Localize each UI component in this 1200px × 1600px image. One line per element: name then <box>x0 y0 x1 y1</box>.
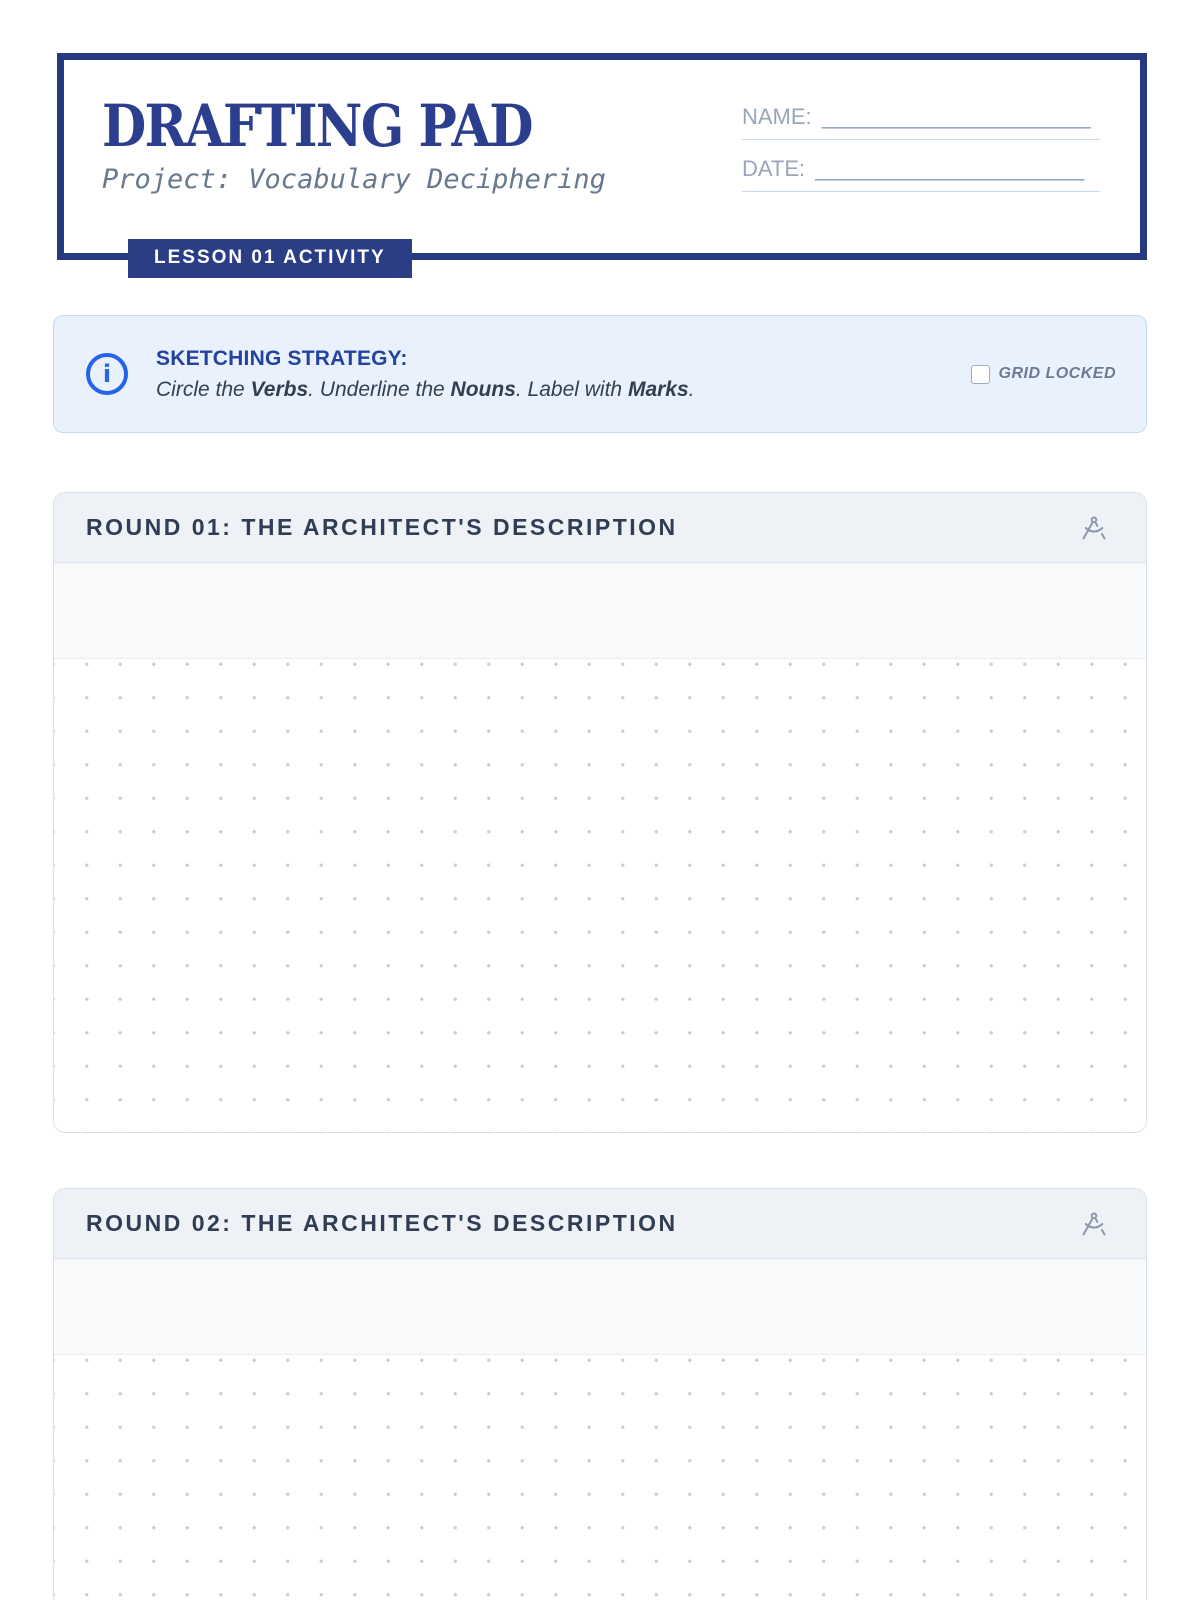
drafting-compass-icon <box>1080 1210 1108 1238</box>
strategy-text <box>156 347 943 402</box>
page-title: DRAFTING PAD <box>102 92 532 160</box>
date-field-label: DATE: <box>742 156 806 181</box>
round-01-card <box>53 492 1147 1133</box>
name-date-fields <box>742 104 1100 208</box>
round-02-description-area[interactable] <box>54 1259 1146 1355</box>
strategy-callout <box>53 315 1147 433</box>
round-02-title: ROUND 02: THE ARCHITECT'S DESCRIPTION <box>86 1210 678 1236</box>
name-field[interactable] <box>742 104 1100 140</box>
drafting-compass-icon <box>1080 514 1108 542</box>
round-02-sketch-grid[interactable] <box>54 1355 1146 1600</box>
grid-locked-toggle[interactable] <box>971 365 1117 384</box>
lesson-badge: LESSON 01 ACTIVITY <box>128 239 412 278</box>
name-field-blank[interactable]: ______________________ <box>821 104 1091 129</box>
round-01-header <box>54 493 1146 563</box>
round-01-description-area[interactable] <box>54 563 1146 659</box>
round-01-title: ROUND 01: THE ARCHITECT'S DESCRIPTION <box>86 514 678 540</box>
round-01-sketch-grid[interactable] <box>54 659 1146 1132</box>
page-subtitle: Project: Vocabulary Deciphering <box>102 164 606 195</box>
date-field[interactable] <box>742 156 1100 192</box>
round-02-header <box>54 1189 1146 1259</box>
name-field-label: NAME: <box>742 104 812 129</box>
round-02-card <box>53 1188 1147 1600</box>
strategy-title: SKETCHING STRATEGY: <box>156 346 408 370</box>
date-field-blank[interactable]: ______________________ <box>815 156 1085 181</box>
strategy-instruction: Circle the Verbs. Underline the Nouns. Label with Marks. <box>156 377 695 401</box>
grid-locked-checkbox[interactable] <box>971 365 990 384</box>
info-icon: i <box>86 353 128 395</box>
header-plaque <box>57 53 1147 268</box>
grid-locked-label: GRID LOCKED <box>998 365 1116 382</box>
